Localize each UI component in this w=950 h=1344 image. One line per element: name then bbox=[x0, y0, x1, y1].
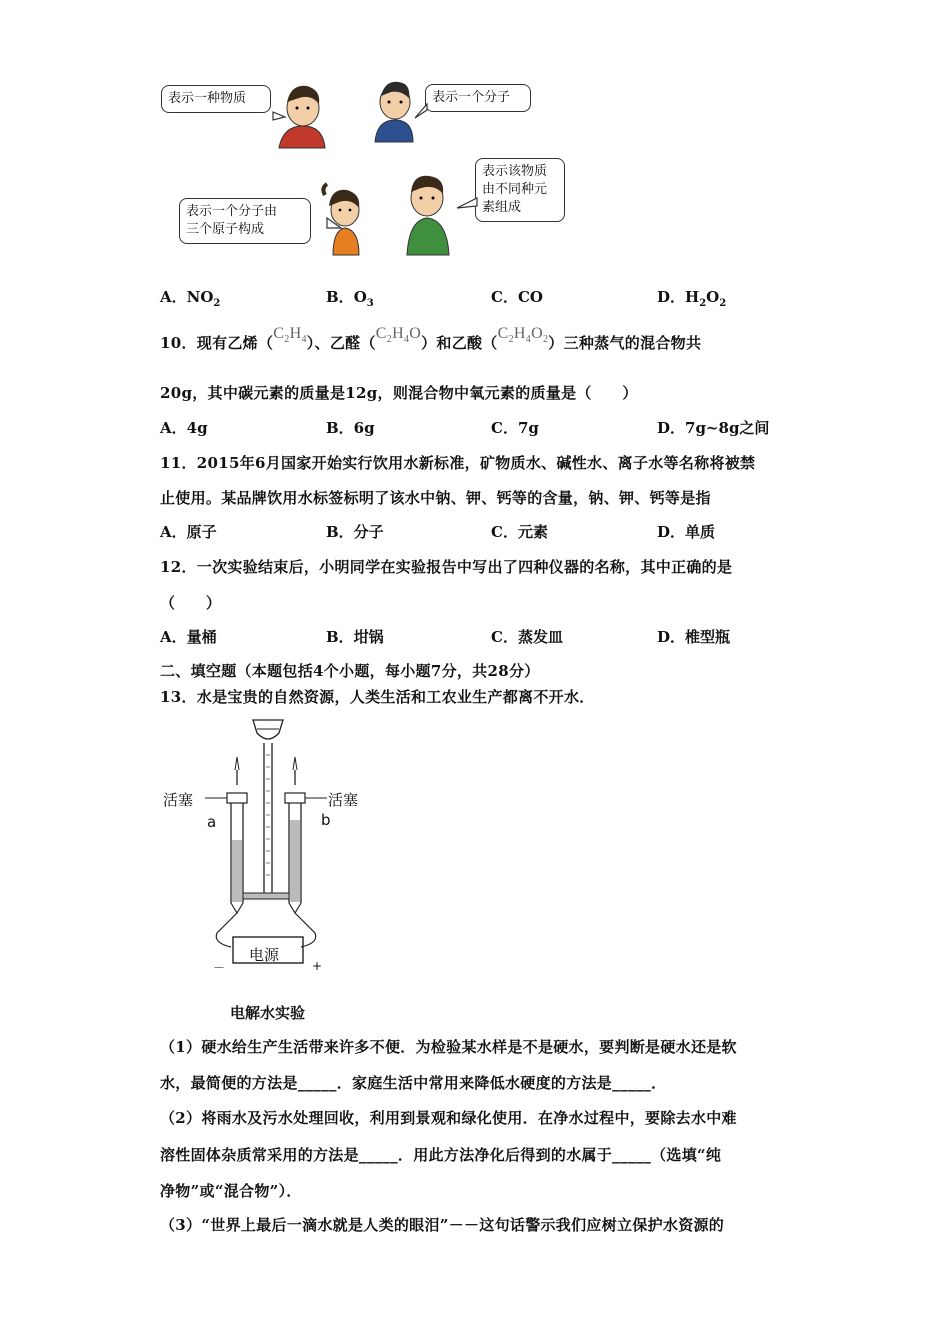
negative-terminal: － bbox=[213, 961, 226, 975]
bubble-text: 三个原子构成 bbox=[186, 222, 265, 237]
power-supply-label: 电源 bbox=[249, 946, 280, 964]
positive-terminal: + bbox=[312, 959, 323, 973]
q11-option-a[interactable]: A．原子 bbox=[160, 523, 217, 541]
q12-option-c[interactable]: C．蒸发皿 bbox=[491, 628, 563, 646]
cartoon-students-illustration bbox=[155, 70, 575, 265]
subscript: 2 bbox=[699, 298, 707, 309]
q11-stem-line1: 11．2015年6月国家开始实行饮用水新标准，矿物质水、碱性水、离子水等名称将被禁 bbox=[160, 454, 756, 472]
left-valve-label: 活塞 bbox=[163, 791, 194, 809]
right-valve-label: 活塞 bbox=[328, 791, 359, 809]
tube-b-label: b bbox=[321, 811, 331, 829]
q10-stem-line1 bbox=[160, 325, 702, 355]
q10-option-a[interactable]: A．4g bbox=[160, 419, 208, 437]
subscript: 2 bbox=[719, 298, 727, 309]
q11-option-d[interactable]: D．单质 bbox=[657, 523, 716, 541]
q9-option-d[interactable] bbox=[657, 286, 726, 309]
q9-option-a[interactable] bbox=[160, 286, 220, 309]
q13-part1-line2: 水，最简便的方法是_____．家庭生活中常用来降低水硬度的方法是_____． bbox=[160, 1074, 667, 1092]
q11-option-b[interactable]: B．分子 bbox=[326, 523, 384, 541]
option-text: O bbox=[353, 288, 367, 306]
q11-stem-line2: 止使用。某品牌饮用水标签标明了该水中钠、钾、钙等的含量，钠、钾、钙等是指 bbox=[160, 489, 711, 507]
q11-option-c[interactable]: C．元素 bbox=[491, 523, 548, 541]
subscript: 2 bbox=[213, 298, 221, 309]
q12-option-a[interactable]: A．量桶 bbox=[160, 628, 217, 646]
stem-text: ）三种蒸气的混合物共 bbox=[548, 334, 702, 352]
option-text: NO bbox=[186, 288, 214, 306]
stem-text: 现有乙烯（ bbox=[196, 334, 274, 352]
q10-option-c[interactable]: C．7g bbox=[491, 419, 539, 437]
q9-option-b[interactable] bbox=[326, 286, 374, 309]
bubble-text: 表示一个分子由 bbox=[186, 204, 278, 219]
subscript: 3 bbox=[366, 298, 374, 309]
q9-illustration bbox=[155, 70, 575, 265]
formula-acetaldehyde: $C_2H_4O$ bbox=[375, 325, 422, 346]
q12-stem-line2: （ ） bbox=[160, 594, 222, 612]
student-boy-2 bbox=[375, 82, 413, 142]
question-number: 10． bbox=[160, 334, 197, 352]
stem-text: ）和乙酸（ bbox=[421, 334, 498, 352]
q12-option-d[interactable]: D．椎型瓶 bbox=[657, 628, 731, 646]
option-label: B． bbox=[326, 288, 354, 306]
q10-stem-line2: 20g，其中碳元素的质量是12g，则混合物中氧元素的质量是（ ） bbox=[160, 384, 638, 402]
q9-option-c[interactable] bbox=[491, 286, 543, 307]
bubble-text: 由不同种元 bbox=[482, 182, 548, 197]
option-label: C． bbox=[491, 288, 518, 306]
option-text: H bbox=[685, 288, 700, 306]
formula-ethylene: $C_2H_4$ bbox=[273, 325, 307, 346]
formula-acetic-acid: $C_2H_4O_2$ bbox=[497, 325, 549, 346]
student-boy-3 bbox=[407, 176, 449, 255]
q12-stem-line1: 12．一次实验结束后，小明同学在实验报告中写出了四种仪器的名称，其中正确的是 bbox=[160, 558, 733, 576]
electrolysis-diagram bbox=[155, 715, 375, 980]
q13-part2-line1: （2）将雨水及污水处理回收，利用到景观和绿化使用．在净水过程中，要除去水中难 bbox=[160, 1109, 737, 1127]
bubble-text: 素组成 bbox=[482, 200, 522, 215]
bubble-text: 表示一个分子 bbox=[432, 90, 511, 105]
electrolysis-apparatus bbox=[155, 715, 375, 980]
tube-a-label: a bbox=[207, 813, 217, 831]
stem-text: ）、乙醛（ bbox=[306, 334, 376, 352]
q13-part2-line2: 溶性固体杂质常采用的方法是_____．用此方法净化后得到的水属于_____（选填“纯 bbox=[160, 1146, 722, 1164]
apparatus-caption: 电解水实验 bbox=[230, 1004, 306, 1022]
option-text: CO bbox=[517, 288, 543, 306]
section-heading: 二、填空题（本题包括4个小题，每小题7分，共28分） bbox=[160, 662, 540, 680]
option-text: O bbox=[706, 288, 720, 306]
q13-part1-line1: （1）硬水给生产生活带来许多不便．为检验某水样是不是硬水，要判断是硬水还是软 bbox=[160, 1038, 737, 1056]
bubble-text: 表示该物质 bbox=[482, 164, 548, 179]
q13-part3-line1: （3）“世界上最后一滴水就是人类的眼泪”－－这句话警示我们应树立保护水资源的 bbox=[160, 1216, 725, 1234]
q10-option-b[interactable]: B．6g bbox=[326, 419, 375, 437]
option-label: A． bbox=[160, 288, 187, 306]
bubble-text: 表示一种物质 bbox=[168, 91, 247, 106]
q13-stem: 13．水是宝贵的自然资源，人类生活和工农业生产都离不开水． bbox=[160, 688, 595, 706]
q10-option-d[interactable]: D．7g~8g之间 bbox=[657, 419, 770, 437]
option-label: D． bbox=[657, 288, 686, 306]
q13-part2-line3: 净物”或“混合物”）． bbox=[160, 1182, 302, 1200]
q12-option-b[interactable]: B．坩锅 bbox=[326, 628, 384, 646]
